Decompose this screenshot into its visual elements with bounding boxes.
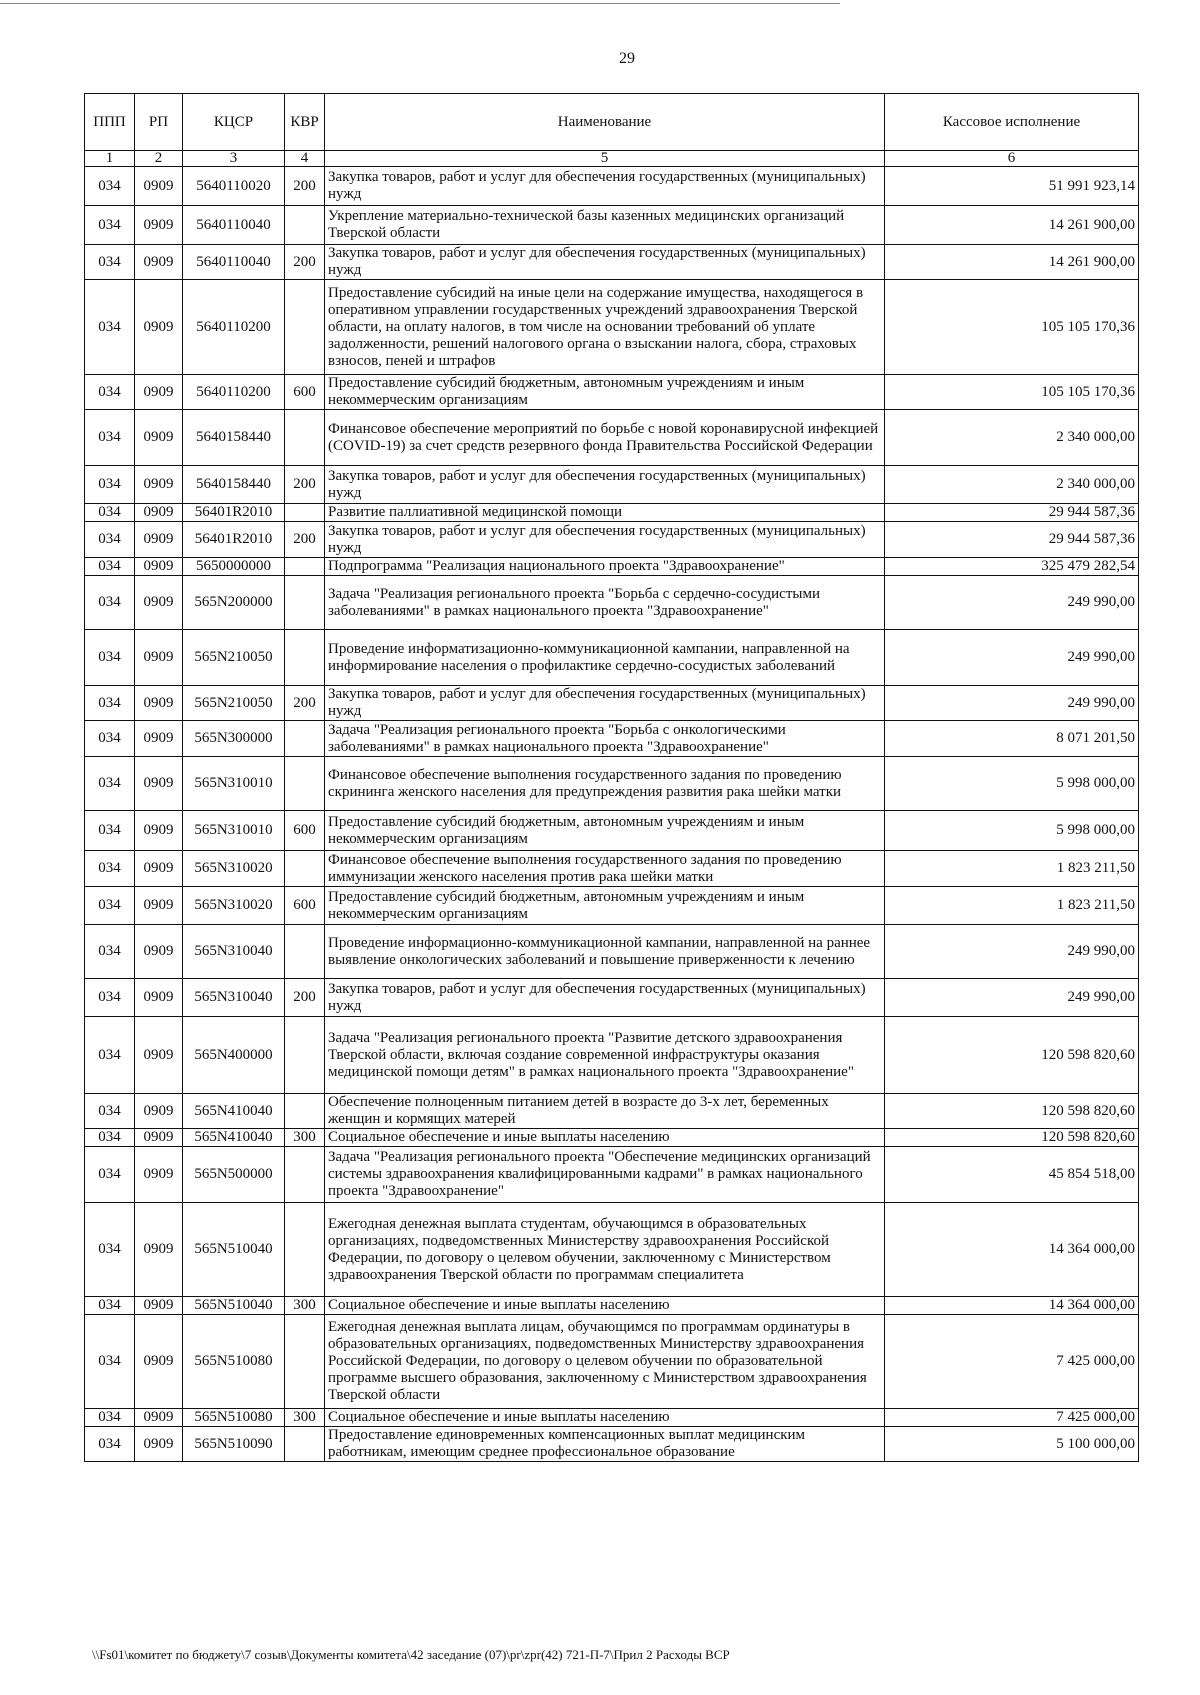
ppp-cell: 034 xyxy=(85,167,135,206)
table-row xyxy=(85,1147,1139,1203)
kvr-cell xyxy=(285,630,325,686)
ppp-cell: 034 xyxy=(85,1094,135,1129)
rp-cell: 0909 xyxy=(135,245,183,280)
amount-cell: 14 364 000,00 xyxy=(885,1297,1139,1315)
ppp-cell: 034 xyxy=(85,280,135,375)
table-row xyxy=(85,1017,1139,1094)
rp-cell: 0909 xyxy=(135,1297,183,1315)
name-cell: Закупка товаров, работ и услуг для обеспечения государственных (муниципальных) нужд xyxy=(325,245,885,280)
table-row xyxy=(85,280,1139,375)
rp-cell: 0909 xyxy=(135,504,183,522)
table-row xyxy=(85,167,1139,206)
name-cell: Социальное обеспечение и иные выплаты населению xyxy=(325,1297,885,1315)
kvr-cell: 600 xyxy=(285,375,325,410)
kvr-cell xyxy=(285,504,325,522)
kvr-cell xyxy=(285,1147,325,1203)
name-cell: Задача "Реализация регионального проекта "Развитие детского здравоохранения Тверской области, включая создание современной инфраструктуры оказания медицинской помощи детям" в рамках национального проекта "Здравоохранение" xyxy=(325,1017,885,1094)
amount-cell: 2 340 000,00 xyxy=(885,466,1139,504)
name-cell: Развитие паллиативной медицинской помощи xyxy=(325,504,885,522)
name-cell: Задача "Реализация регионального проекта "Обеспечение медицинских организаций системы здравоохранения квалифицированными кадрами" в рамках национального проекта "Здравоохранение" xyxy=(325,1147,885,1203)
table-row xyxy=(85,375,1139,410)
rp-cell: 0909 xyxy=(135,1203,183,1297)
ppp-cell: 034 xyxy=(85,979,135,1017)
kcsr-cell: 5640110020 xyxy=(183,167,285,206)
kcsr-cell: 5640110200 xyxy=(183,375,285,410)
table-row xyxy=(85,686,1139,721)
kcsr-cell: 565N410040 xyxy=(183,1094,285,1129)
ppp-cell: 034 xyxy=(85,522,135,558)
amount-cell: 45 854 518,00 xyxy=(885,1147,1139,1203)
amount-cell: 51 991 923,14 xyxy=(885,167,1139,206)
kcsr-cell: 565N210050 xyxy=(183,630,285,686)
table-row xyxy=(85,245,1139,280)
table-row xyxy=(85,410,1139,466)
kcsr-cell: 565N510040 xyxy=(183,1297,285,1315)
rp-cell: 0909 xyxy=(135,757,183,811)
ppp-cell: 034 xyxy=(85,1147,135,1203)
kcsr-cell: 5650000000 xyxy=(183,558,285,576)
name-cell: Закупка товаров, работ и услуг для обеспечения государственных (муниципальных) нужд xyxy=(325,167,885,206)
amount-cell: 8 071 201,50 xyxy=(885,721,1139,757)
kcsr-cell: 565N310010 xyxy=(183,757,285,811)
rp-cell: 0909 xyxy=(135,1017,183,1094)
ppp-cell: 034 xyxy=(85,206,135,245)
table-row xyxy=(85,1297,1139,1315)
amount-cell: 5 998 000,00 xyxy=(885,757,1139,811)
header-kvr: КВР xyxy=(285,94,325,151)
kcsr-cell: 5640158440 xyxy=(183,466,285,504)
amount-cell: 105 105 170,36 xyxy=(885,375,1139,410)
rp-cell: 0909 xyxy=(135,630,183,686)
table-row xyxy=(85,630,1139,686)
ppp-cell: 034 xyxy=(85,1315,135,1409)
table-row xyxy=(85,925,1139,979)
name-cell: Обеспечение полноценным питанием детей в возрасте до 3-х лет, беременных женщин и кормящих матерей xyxy=(325,1094,885,1129)
amount-cell: 29 944 587,36 xyxy=(885,522,1139,558)
name-cell: Укрепление материально-технической базы казенных медицинских организаций Тверской области xyxy=(325,206,885,245)
kcsr-cell: 565N200000 xyxy=(183,576,285,630)
kvr-cell xyxy=(285,576,325,630)
amount-cell: 249 990,00 xyxy=(885,630,1139,686)
rp-cell: 0909 xyxy=(135,979,183,1017)
kvr-cell: 200 xyxy=(285,466,325,504)
kvr-cell: 300 xyxy=(285,1129,325,1147)
kcsr-cell: 565N310020 xyxy=(183,887,285,925)
amount-cell: 105 105 170,36 xyxy=(885,280,1139,375)
amount-cell: 120 598 820,60 xyxy=(885,1017,1139,1094)
table-row xyxy=(85,466,1139,504)
name-cell: Задача "Реализация регионального проекта "Борьба с сердечно-сосудистыми заболеваниями" в рамках национального проекта "Здравоохранение" xyxy=(325,576,885,630)
ppp-cell: 034 xyxy=(85,576,135,630)
kvr-cell xyxy=(285,1427,325,1462)
ppp-cell: 034 xyxy=(85,1203,135,1297)
ppp-cell: 034 xyxy=(85,1297,135,1315)
kvr-cell xyxy=(285,1094,325,1129)
amount-cell: 7 425 000,00 xyxy=(885,1409,1139,1427)
name-cell: Социальное обеспечение и иные выплаты населению xyxy=(325,1409,885,1427)
ppp-cell: 034 xyxy=(85,811,135,851)
table-row xyxy=(85,851,1139,887)
rp-cell: 0909 xyxy=(135,1409,183,1427)
ppp-cell: 034 xyxy=(85,504,135,522)
table-row xyxy=(85,1427,1139,1462)
ppp-cell: 034 xyxy=(85,630,135,686)
ppp-cell: 034 xyxy=(85,721,135,757)
ppp-cell: 034 xyxy=(85,466,135,504)
name-cell: Закупка товаров, работ и услуг для обеспечения государственных (муниципальных) нужд xyxy=(325,686,885,721)
amount-cell: 7 425 000,00 xyxy=(885,1315,1139,1409)
column-number: 3 xyxy=(183,151,285,167)
amount-cell: 325 479 282,54 xyxy=(885,558,1139,576)
kvr-cell: 600 xyxy=(285,811,325,851)
kcsr-cell: 565N310040 xyxy=(183,925,285,979)
ppp-cell: 034 xyxy=(85,686,135,721)
table-row xyxy=(85,1129,1139,1147)
amount-cell: 249 990,00 xyxy=(885,979,1139,1017)
kcsr-cell: 565N510090 xyxy=(183,1427,285,1462)
ppp-cell: 034 xyxy=(85,1427,135,1462)
table-row xyxy=(85,721,1139,757)
name-cell: Закупка товаров, работ и услуг для обеспечения государственных (муниципальных) нужд xyxy=(325,466,885,504)
column-numbers-row xyxy=(85,151,1139,167)
kvr-cell: 600 xyxy=(285,887,325,925)
kvr-cell xyxy=(285,1017,325,1094)
scan-top-edge-line xyxy=(0,3,840,4)
kcsr-cell: 565N410040 xyxy=(183,1129,285,1147)
ppp-cell: 034 xyxy=(85,375,135,410)
amount-cell: 1 823 211,50 xyxy=(885,887,1139,925)
header-amount: Кассовое исполнение xyxy=(885,94,1139,151)
table-row xyxy=(85,576,1139,630)
footer-file-path: \\Fs01\комитет по бюджету\7 созыв\Документы комитета\42 заседание (07)\pr\zpr(42) 721-П-7\Прил 2 Расходы ВСР xyxy=(92,1647,730,1662)
amount-cell: 120 598 820,60 xyxy=(885,1094,1139,1129)
kvr-cell xyxy=(285,721,325,757)
kvr-cell xyxy=(285,925,325,979)
kcsr-cell: 565N510080 xyxy=(183,1315,285,1409)
name-cell: Финансовое обеспечение выполнения государственного задания по проведению скрининга женского населения для предупреждения развития рака шейки матки xyxy=(325,757,885,811)
budget-table xyxy=(84,93,1139,1462)
rp-cell: 0909 xyxy=(135,1129,183,1147)
rp-cell: 0909 xyxy=(135,558,183,576)
rp-cell: 0909 xyxy=(135,851,183,887)
column-number: 6 xyxy=(885,151,1139,167)
rp-cell: 0909 xyxy=(135,522,183,558)
name-cell: Предоставление субсидий бюджетным, автономным учреждениям и иным некоммерческим организациям xyxy=(325,887,885,925)
kvr-cell xyxy=(285,206,325,245)
amount-cell: 2 340 000,00 xyxy=(885,410,1139,466)
column-number: 2 xyxy=(135,151,183,167)
header-rp: РП xyxy=(135,94,183,151)
kcsr-cell: 565N310040 xyxy=(183,979,285,1017)
name-cell: Предоставление единовременных компенсационных выплат медицинским работникам, имеющим среднее профессиональное образование xyxy=(325,1427,885,1462)
ppp-cell: 034 xyxy=(85,851,135,887)
kcsr-cell: 565N310010 xyxy=(183,811,285,851)
rp-cell: 0909 xyxy=(135,280,183,375)
kvr-cell: 200 xyxy=(285,522,325,558)
table-row xyxy=(85,979,1139,1017)
name-cell: Проведение информатизационно-коммуникационной кампании, направленной на информирование населения о профилактике сердечно-сосудистых заболеваний xyxy=(325,630,885,686)
table-row xyxy=(85,558,1139,576)
kvr-cell xyxy=(285,1203,325,1297)
amount-cell: 29 944 587,36 xyxy=(885,504,1139,522)
rp-cell: 0909 xyxy=(135,1094,183,1129)
kvr-cell xyxy=(285,851,325,887)
amount-cell: 120 598 820,60 xyxy=(885,1129,1139,1147)
rp-cell: 0909 xyxy=(135,1315,183,1409)
table-row xyxy=(85,1409,1139,1427)
table-row xyxy=(85,1203,1139,1297)
kvr-cell: 300 xyxy=(285,1297,325,1315)
amount-cell: 5 100 000,00 xyxy=(885,1427,1139,1462)
kcsr-cell: 565N400000 xyxy=(183,1017,285,1094)
header-kcsr: КЦСР xyxy=(183,94,285,151)
kcsr-cell: 5640158440 xyxy=(183,410,285,466)
kvr-cell xyxy=(285,1315,325,1409)
kcsr-cell: 565N210050 xyxy=(183,686,285,721)
kvr-cell: 200 xyxy=(285,686,325,721)
table-row xyxy=(85,206,1139,245)
rp-cell: 0909 xyxy=(135,167,183,206)
rp-cell: 0909 xyxy=(135,375,183,410)
kcsr-cell: 565N510080 xyxy=(183,1409,285,1427)
rp-cell: 0909 xyxy=(135,811,183,851)
header-name: Наименование xyxy=(325,94,885,151)
rp-cell: 0909 xyxy=(135,1427,183,1462)
name-cell: Предоставление субсидий бюджетным, автономным учреждениям и иным некоммерческим организациям xyxy=(325,811,885,851)
table-row xyxy=(85,1094,1139,1129)
rp-cell: 0909 xyxy=(135,466,183,504)
kcsr-cell: 565N300000 xyxy=(183,721,285,757)
rp-cell: 0909 xyxy=(135,686,183,721)
name-cell: Ежегодная денежная выплата лицам, обучающимся по программам ординатуры в образовательных организациях, подведомственных Министерству здравоохранения Российской Федерации, по договору о целевом обучении по образовательной программе высшего образования, заключенному с Министерством здравоохранения Тверской области xyxy=(325,1315,885,1409)
ppp-cell: 034 xyxy=(85,1017,135,1094)
kvr-cell xyxy=(285,558,325,576)
amount-cell: 14 261 900,00 xyxy=(885,245,1139,280)
ppp-cell: 034 xyxy=(85,757,135,811)
ppp-cell: 034 xyxy=(85,1409,135,1427)
table-row xyxy=(85,757,1139,811)
column-number: 4 xyxy=(285,151,325,167)
name-cell: Предоставление субсидий на иные цели на содержание имущества, находящегося в оперативном управлении государственных учреждений здравоохранения Тверской области, на оплату налогов, в том числе на основании требований об уплате задолженности, решений налогового органа о взыскании налога, сбора, страховых взносов, пеней и штрафов xyxy=(325,280,885,375)
amount-cell: 249 990,00 xyxy=(885,686,1139,721)
kcsr-cell: 565N510040 xyxy=(183,1203,285,1297)
kvr-cell xyxy=(285,280,325,375)
kvr-cell xyxy=(285,410,325,466)
name-cell: Ежегодная денежная выплата студентам, обучающимся в образовательных организациях, подведомственных Министерству здравоохранения Российской Федерации, по договору о целевом обучении, заключенному с Министерством здравоохранения Тверской области по программам специалитета xyxy=(325,1203,885,1297)
kcsr-cell: 565N310020 xyxy=(183,851,285,887)
kvr-cell: 200 xyxy=(285,979,325,1017)
name-cell: Проведение информационно-коммуникационной кампании, направленной на раннее выявление онкологических заболеваний и повышение приверженности к лечению xyxy=(325,925,885,979)
table-header-row xyxy=(85,94,1139,151)
name-cell: Социальное обеспечение и иные выплаты населению xyxy=(325,1129,885,1147)
name-cell: Предоставление субсидий бюджетным, автономным учреждениям и иным некоммерческим организациям xyxy=(325,375,885,410)
ppp-cell: 034 xyxy=(85,245,135,280)
amount-cell: 14 364 000,00 xyxy=(885,1203,1139,1297)
table-row xyxy=(85,504,1139,522)
ppp-cell: 034 xyxy=(85,558,135,576)
rp-cell: 0909 xyxy=(135,410,183,466)
rp-cell: 0909 xyxy=(135,925,183,979)
name-cell: Закупка товаров, работ и услуг для обеспечения государственных (муниципальных) нужд xyxy=(325,979,885,1017)
ppp-cell: 034 xyxy=(85,410,135,466)
kcsr-cell: 5640110040 xyxy=(183,245,285,280)
name-cell: Задача "Реализация регионального проекта "Борьба с онкологическими заболеваниями" в рамках национального проекта "Здравоохранение" xyxy=(325,721,885,757)
kcsr-cell: 56401R2010 xyxy=(183,504,285,522)
ppp-cell: 034 xyxy=(85,925,135,979)
column-number: 1 xyxy=(85,151,135,167)
rp-cell: 0909 xyxy=(135,206,183,245)
table-row xyxy=(85,887,1139,925)
rp-cell: 0909 xyxy=(135,576,183,630)
rp-cell: 0909 xyxy=(135,887,183,925)
page-number: 29 xyxy=(619,50,635,67)
amount-cell: 249 990,00 xyxy=(885,576,1139,630)
name-cell: Финансовое обеспечение выполнения государственного задания по проведению иммунизации женского населения против рака шейки матки xyxy=(325,851,885,887)
kvr-cell xyxy=(285,757,325,811)
rp-cell: 0909 xyxy=(135,721,183,757)
kvr-cell: 200 xyxy=(285,167,325,206)
amount-cell: 1 823 211,50 xyxy=(885,851,1139,887)
amount-cell: 249 990,00 xyxy=(885,925,1139,979)
amount-cell: 14 261 900,00 xyxy=(885,206,1139,245)
ppp-cell: 034 xyxy=(85,887,135,925)
name-cell: Подпрограмма "Реализация национального проекта "Здравоохранение" xyxy=(325,558,885,576)
column-number: 5 xyxy=(325,151,885,167)
rp-cell: 0909 xyxy=(135,1147,183,1203)
kvr-cell: 300 xyxy=(285,1409,325,1427)
kcsr-cell: 5640110200 xyxy=(183,280,285,375)
name-cell: Финансовое обеспечение мероприятий по борьбе с новой коронавирусной инфекцией (COVID-19) за счет средств резервного фонда Правительства Российской Федерации xyxy=(325,410,885,466)
kcsr-cell: 565N500000 xyxy=(183,1147,285,1203)
table-row xyxy=(85,811,1139,851)
name-cell: Закупка товаров, работ и услуг для обеспечения государственных (муниципальных) нужд xyxy=(325,522,885,558)
kcsr-cell: 56401R2010 xyxy=(183,522,285,558)
table-row xyxy=(85,1315,1139,1409)
ppp-cell: 034 xyxy=(85,1129,135,1147)
amount-cell: 5 998 000,00 xyxy=(885,811,1139,851)
kcsr-cell: 5640110040 xyxy=(183,206,285,245)
kvr-cell: 200 xyxy=(285,245,325,280)
header-ppp: ППП xyxy=(85,94,135,151)
table-row xyxy=(85,522,1139,558)
